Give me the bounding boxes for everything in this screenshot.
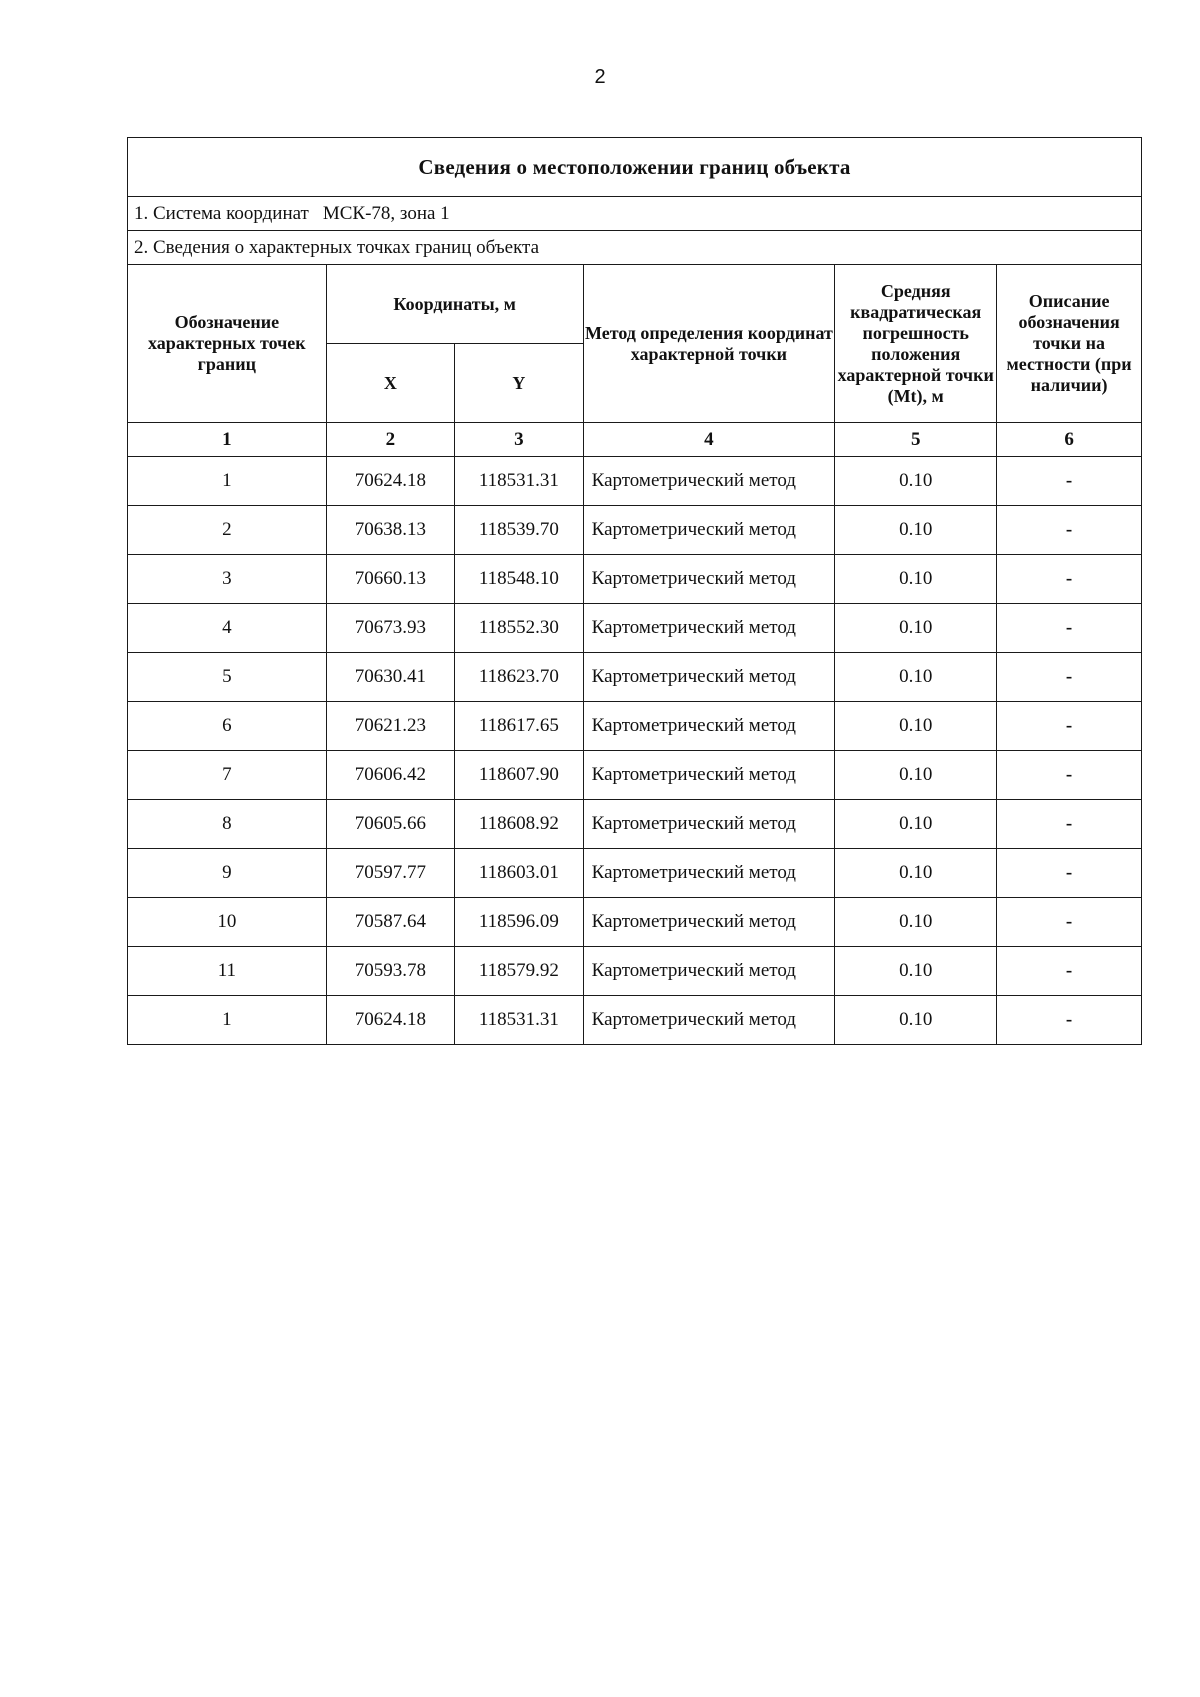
x-cell: 70606.42 xyxy=(326,751,454,800)
description-cell: - xyxy=(997,996,1142,1045)
method-cell: Картометрический метод xyxy=(583,849,835,898)
table-row xyxy=(128,800,1142,849)
mt-cell: 0.10 xyxy=(835,800,997,849)
y-cell: 118579.92 xyxy=(455,947,583,996)
description-cell: - xyxy=(997,555,1142,604)
point-cell: 3 xyxy=(128,555,327,604)
column-number: 1 xyxy=(128,423,327,457)
description-cell: - xyxy=(997,898,1142,947)
column-number: 2 xyxy=(326,423,454,457)
y-cell: 118617.65 xyxy=(455,702,583,751)
description-cell: - xyxy=(997,506,1142,555)
coord-system-row xyxy=(128,197,1142,231)
y-cell: 118603.01 xyxy=(455,849,583,898)
header-designation: Обозначение характерных точек границ xyxy=(128,265,327,423)
point-cell: 1 xyxy=(128,996,327,1045)
method-cell: Картометрический метод xyxy=(583,653,835,702)
header-accuracy: Средняя квадратическая погрешность положения характерной точки (Mt), м xyxy=(835,265,997,423)
mt-cell: 0.10 xyxy=(835,604,997,653)
point-cell: 10 xyxy=(128,898,327,947)
header-x: X xyxy=(326,344,454,423)
x-cell: 70673.93 xyxy=(326,604,454,653)
table-row xyxy=(128,947,1142,996)
table-row xyxy=(128,457,1142,506)
method-cell: Картометрический метод xyxy=(583,751,835,800)
description-cell: - xyxy=(997,947,1142,996)
x-cell: 70593.78 xyxy=(326,947,454,996)
x-cell: 70587.64 xyxy=(326,898,454,947)
column-number-row xyxy=(128,423,1142,457)
mt-cell: 0.10 xyxy=(835,947,997,996)
x-cell: 70624.18 xyxy=(326,996,454,1045)
point-cell: 5 xyxy=(128,653,327,702)
y-cell: 118596.09 xyxy=(455,898,583,947)
column-number: 4 xyxy=(583,423,835,457)
x-cell: 70638.13 xyxy=(326,506,454,555)
method-cell: Картометрический метод xyxy=(583,604,835,653)
y-cell: 118539.70 xyxy=(455,506,583,555)
table-row xyxy=(128,751,1142,800)
description-cell: - xyxy=(997,702,1142,751)
point-cell: 4 xyxy=(128,604,327,653)
x-cell: 70621.23 xyxy=(326,702,454,751)
coord-system-label: 1. Система координат xyxy=(134,202,309,224)
method-cell: Картометрический метод xyxy=(583,555,835,604)
mt-cell: 0.10 xyxy=(835,702,997,751)
coord-system-value: МСК-78, зона 1 xyxy=(322,202,450,224)
point-cell: 7 xyxy=(128,751,327,800)
column-number: 6 xyxy=(997,423,1142,457)
table-row xyxy=(128,506,1142,555)
point-cell: 6 xyxy=(128,702,327,751)
method-cell: Картометрический метод xyxy=(583,506,835,555)
header-method: Метод определения координат характерной точки xyxy=(583,265,835,423)
mt-cell: 0.10 xyxy=(835,849,997,898)
x-cell: 70605.66 xyxy=(326,800,454,849)
header-coordinates: Координаты, м xyxy=(326,265,583,344)
description-cell: - xyxy=(997,800,1142,849)
method-cell: Картометрический метод xyxy=(583,996,835,1045)
description-cell: - xyxy=(997,751,1142,800)
y-cell: 118608.92 xyxy=(455,800,583,849)
y-cell: 118623.70 xyxy=(455,653,583,702)
point-cell: 9 xyxy=(128,849,327,898)
point-cell: 11 xyxy=(128,947,327,996)
mt-cell: 0.10 xyxy=(835,457,997,506)
method-cell: Картометрический метод xyxy=(583,457,835,506)
mt-cell: 0.10 xyxy=(835,996,997,1045)
mt-cell: 0.10 xyxy=(835,751,997,800)
table-row xyxy=(128,898,1142,947)
header-y: Y xyxy=(455,344,583,423)
table-row xyxy=(128,555,1142,604)
table-row xyxy=(128,702,1142,751)
column-number: 5 xyxy=(835,423,997,457)
method-cell: Картометрический метод xyxy=(583,702,835,751)
table-row xyxy=(128,996,1142,1045)
y-cell: 118531.31 xyxy=(455,996,583,1045)
method-cell: Картометрический метод xyxy=(583,898,835,947)
x-cell: 70630.41 xyxy=(326,653,454,702)
point-cell: 8 xyxy=(128,800,327,849)
description-cell: - xyxy=(997,849,1142,898)
description-cell: - xyxy=(997,653,1142,702)
boundary-table xyxy=(127,137,1142,1045)
point-cell: 1 xyxy=(128,457,327,506)
mt-cell: 0.10 xyxy=(835,653,997,702)
mt-cell: 0.10 xyxy=(835,506,997,555)
points-section-title: 2. Сведения о характерных точках границ объекта xyxy=(128,231,1142,265)
table-title: Сведения о местоположении границ объекта xyxy=(128,138,1142,197)
x-cell: 70624.18 xyxy=(326,457,454,506)
y-cell: 118607.90 xyxy=(455,751,583,800)
page-number: 2 xyxy=(594,66,606,88)
y-cell: 118548.10 xyxy=(455,555,583,604)
description-cell: - xyxy=(997,604,1142,653)
point-cell: 2 xyxy=(128,506,327,555)
method-cell: Картометрический метод xyxy=(583,947,835,996)
mt-cell: 0.10 xyxy=(835,898,997,947)
method-cell: Картометрический метод xyxy=(583,800,835,849)
table-row xyxy=(128,849,1142,898)
y-cell: 118552.30 xyxy=(455,604,583,653)
column-number: 3 xyxy=(455,423,583,457)
x-cell: 70597.77 xyxy=(326,849,454,898)
table-row xyxy=(128,604,1142,653)
y-cell: 118531.31 xyxy=(455,457,583,506)
x-cell: 70660.13 xyxy=(326,555,454,604)
description-cell: - xyxy=(997,457,1142,506)
mt-cell: 0.10 xyxy=(835,555,997,604)
header-description: Описание обозначения точки на местности (при наличии) xyxy=(997,265,1142,423)
table-row xyxy=(128,653,1142,702)
